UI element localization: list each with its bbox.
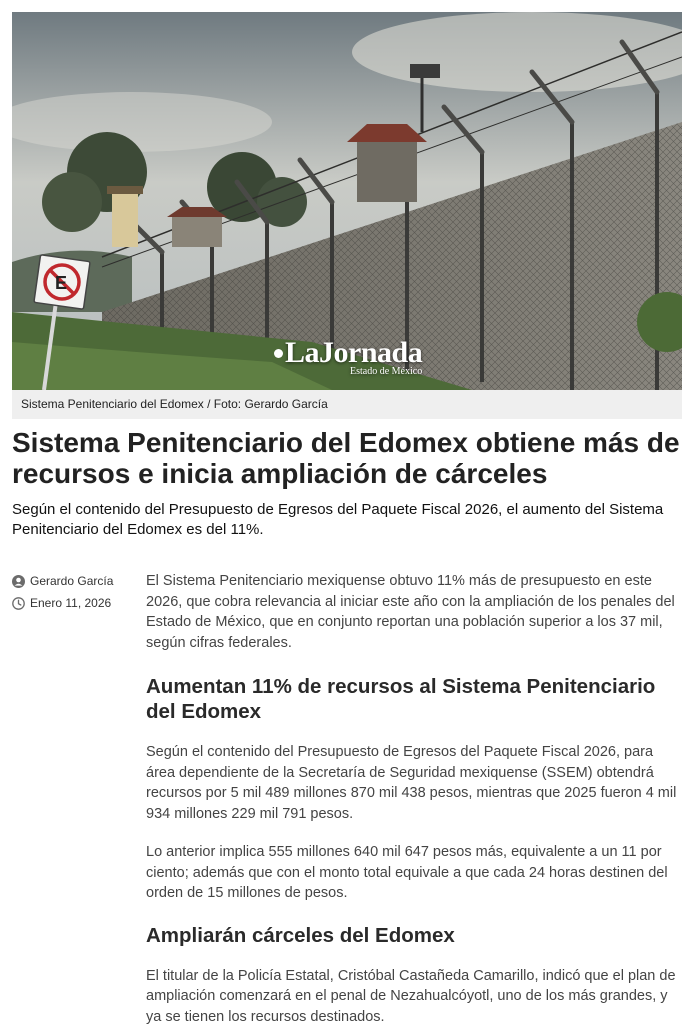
hero-image xyxy=(12,12,682,390)
article-title: Sistema Penitenciario del Edomex obtiene más de recursos e inicia ampliación de cárceles xyxy=(12,427,682,489)
paragraph: El titular de la Policía Estatal, Cristóbal Castañeda Camarillo, indicó que el plan de ampliación comenzará en el penal de Nezahualcóyotl, uno de los más grandes, y ya se tienen los recursos destinados. xyxy=(146,966,684,1027)
photo-caption: Sistema Penitenciario del Edomex / Foto: Gerardo García xyxy=(12,390,682,419)
user-circle-icon xyxy=(12,575,25,588)
la-jornada-watermark: LaJornada Estado de México xyxy=(274,338,422,377)
article-body xyxy=(146,571,684,1027)
paragraph: El Sistema Penitenciario mexiquense obtuvo 11% más de presupuesto en este 2026, que cobra relevancia al iniciar este año con la ampliación de los penales del Estado de México, que en conjunto reportan una población superior a los 37 mil, según cifras federales. xyxy=(146,571,684,653)
paragraph: Según el contenido del Presupuesto de Egresos del Paquete Fiscal 2026, para área dependiente de la Secretaría de Seguridad mexiquense (SSEM) obtendrá recursos por 5 mil 489 millones 870 mil 438 pesos, mientras que 2025 fueron 4 mil 934 millones 229 mil 791 pesos. xyxy=(146,742,684,824)
publish-date: Enero 11, 2026 xyxy=(30,596,111,610)
author-row[interactable] xyxy=(12,571,132,591)
prison-photo xyxy=(12,12,682,390)
article-lead: Según el contenido del Presupuesto de Egresos del Paquete Fiscal 2026, el aumento del Sistema Penitenciario del Edomex es del 11%. xyxy=(12,500,684,540)
clock-icon xyxy=(12,597,25,610)
brand-dot-icon xyxy=(274,349,283,358)
date-row xyxy=(12,593,132,613)
article-meta xyxy=(12,571,132,615)
svg-text:E: E xyxy=(55,273,67,293)
section-heading: Ampliarán cárceles del Edomex xyxy=(146,923,684,948)
paragraph: Lo anterior implica 555 millones 640 mil 647 pesos más, equivalente a un 11 por ciento; además que con el monto total equivale a que cada 24 horas destinen del orden de 15 millones de pesos. xyxy=(146,842,684,904)
author-name: Gerardo García xyxy=(30,574,113,588)
section-heading: Aumentan 11% de recursos al Sistema Penitenciario del Edomex xyxy=(146,674,684,724)
